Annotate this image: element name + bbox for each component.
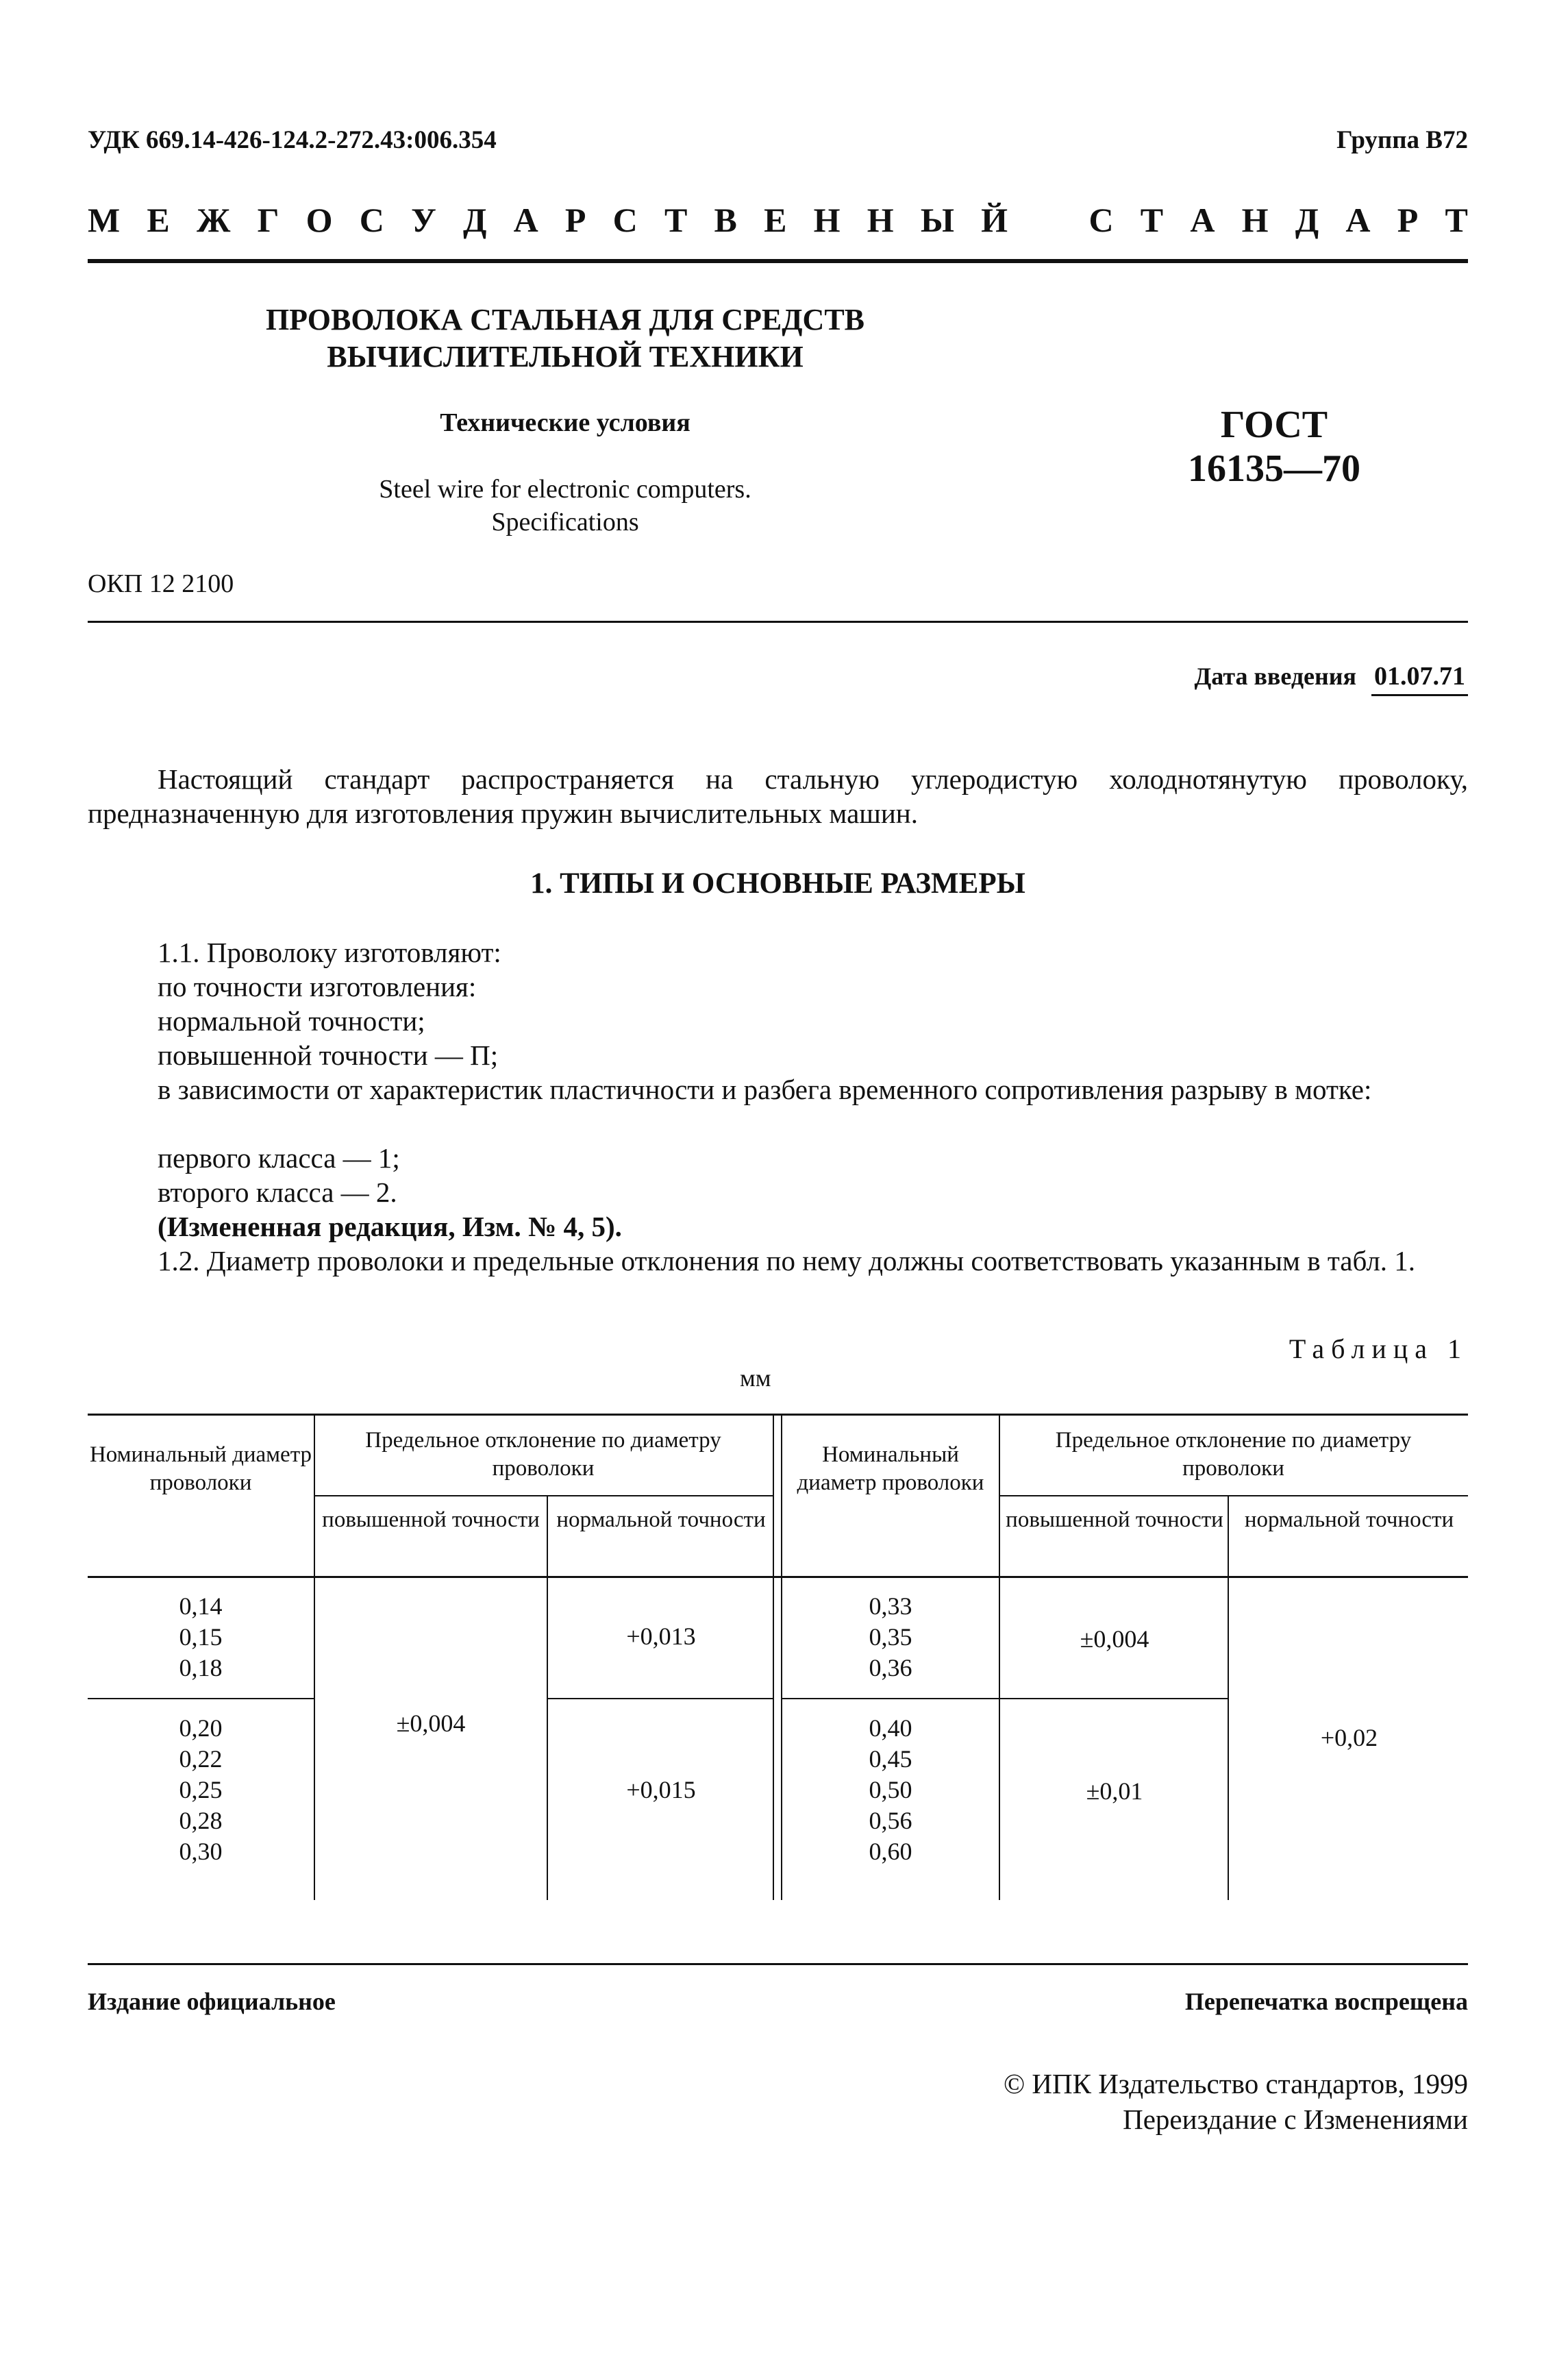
table-column-rule bbox=[1228, 1495, 1229, 1900]
udk-code: УДК 669.14-426-124.2-272.43:006.354 bbox=[88, 126, 497, 154]
table-column-rule bbox=[547, 1495, 548, 1900]
gost-number: ГОСТ 16135—70 bbox=[1188, 404, 1360, 490]
banner-letter: А bbox=[513, 201, 538, 239]
header-deviation: Предельное отклонение по диаметру проволоки bbox=[1055, 1428, 1412, 1481]
diameter-cell: 0,40 0,45 0,50 0,56 0,60 bbox=[869, 1714, 912, 1865]
clause-line: в зависимости от характеристик пластичности и разбега временного сопротивления разрыву в мотке: bbox=[158, 1074, 1372, 1105]
reprint-prohibited-label: Перепечатка воспрещена bbox=[1184, 1988, 1468, 2015]
banner-letter: Н bbox=[813, 201, 841, 239]
banner-letter: С bbox=[359, 201, 384, 239]
banner-letter: Г bbox=[257, 201, 279, 239]
table-group-rule bbox=[782, 1698, 1228, 1699]
diameter-cell: 0,33 0,35 0,36 bbox=[869, 1592, 912, 1681]
table-subheader-rule bbox=[999, 1495, 1468, 1496]
banner-letter: А bbox=[1345, 201, 1371, 239]
deviation-cell: ±0,01 bbox=[1086, 1777, 1143, 1805]
official-edition-label: Издание официальное bbox=[88, 1988, 336, 2015]
header-high-accuracy: повышенной точности bbox=[322, 1507, 540, 1532]
banner-letter: Д bbox=[462, 201, 487, 239]
clause-line: нормальной точности; bbox=[158, 1005, 425, 1037]
header-normal-accuracy: нормальной точности bbox=[1244, 1507, 1454, 1532]
table-column-rule bbox=[773, 1414, 774, 1900]
table-group-rule bbox=[88, 1698, 314, 1699]
interstate-standard-banner bbox=[88, 200, 1468, 240]
diameter-cell: 0,20 0,22 0,25 0,28 0,30 bbox=[179, 1714, 223, 1865]
banner-letter: Е bbox=[147, 201, 170, 239]
banner-letter: Т bbox=[1140, 201, 1164, 239]
group-code: Группа В72 bbox=[1336, 126, 1468, 154]
clause-line: по точности изготовления: bbox=[158, 971, 477, 1002]
banner-letter: Т bbox=[664, 201, 688, 239]
introduction-date-label: Дата введения bbox=[1194, 663, 1356, 690]
banner-letter: Ы bbox=[920, 201, 954, 239]
banner-letter: Д bbox=[1295, 201, 1319, 239]
clause-line: второго класса — 2. bbox=[158, 1176, 397, 1208]
header-deviation: Предельное отклонение по диаметру проволоки bbox=[365, 1428, 721, 1481]
header-normal-accuracy: нормальной точности bbox=[556, 1507, 766, 1532]
banner-letter: Й bbox=[981, 201, 1008, 239]
deviation-cell: +0,013 bbox=[626, 1623, 696, 1650]
banner-letter: Ж bbox=[196, 201, 231, 239]
footer-rule bbox=[88, 1963, 1468, 1965]
english-title: Steel wire for electronic computers. Specifications bbox=[379, 475, 751, 537]
banner-letter: Е bbox=[764, 201, 787, 239]
header-high-accuracy: повышенной точности bbox=[1006, 1507, 1223, 1532]
deviation-cell: ±0,004 bbox=[396, 1710, 466, 1737]
copyright-block bbox=[1004, 2066, 1468, 2137]
banner-letter: Н bbox=[867, 201, 894, 239]
table-column-rule bbox=[314, 1414, 315, 1900]
amendment-note: (Измененная редакция, Изм. № 4, 5). bbox=[158, 1211, 622, 1242]
header-nominal-diameter: Номинальный диаметр проволоки bbox=[797, 1442, 984, 1495]
header-rule bbox=[88, 259, 1468, 263]
banner-letter: С bbox=[1088, 201, 1114, 239]
banner-letter: М bbox=[88, 201, 121, 239]
banner-letter: Т bbox=[1445, 201, 1468, 239]
okp-code: ОКП 12 2100 bbox=[88, 569, 234, 598]
introduction-date bbox=[1195, 661, 1469, 696]
intro-paragraph: Настоящий стандарт распространяется на стальную углеродистую холоднотянутую проволоку, предназначенную для изготовления пружин вычислительных машин. bbox=[88, 763, 1468, 829]
banner-letter: Р bbox=[564, 201, 586, 239]
document-subtitle: Технические условия bbox=[440, 408, 690, 437]
banner-letter: Р bbox=[1397, 201, 1419, 239]
banner-letter: О bbox=[306, 201, 333, 239]
reissue-line: Переиздание с Изменениями bbox=[1123, 2104, 1468, 2135]
document-title: ПРОВОЛОКА СТАЛЬНАЯ ДЛЯ СРЕДСТВ ВЫЧИСЛИТЕЛЬНОЙ ТЕХНИКИ bbox=[265, 303, 865, 373]
table-caption: Таблица 1 bbox=[1289, 1333, 1468, 1364]
banner-letter: В bbox=[714, 201, 737, 239]
deviation-cell: ±0,004 bbox=[1080, 1625, 1149, 1653]
table-column-rule bbox=[999, 1414, 1000, 1900]
table-subheader-rule bbox=[314, 1495, 773, 1496]
banner-letter: С bbox=[612, 201, 638, 239]
section-1-heading: 1. ТИПЫ И ОСНОВНЫЕ РАЗМЕРЫ bbox=[530, 867, 1025, 900]
diameter-cell: 0,14 0,15 0,18 bbox=[179, 1592, 223, 1681]
clause-line: повышенной точности — П; bbox=[158, 1039, 499, 1071]
table-unit: мм bbox=[740, 1364, 771, 1392]
table-top-rule bbox=[88, 1414, 1468, 1416]
clause-line: первого класса — 1; bbox=[158, 1142, 400, 1174]
introduction-date-value: 01.07.71 bbox=[1371, 661, 1468, 696]
clause-1-2: 1.2. Диаметр проволоки и предельные отклонения по нему должны соответствовать указанным в табл. 1. bbox=[158, 1245, 1416, 1277]
deviation-cell: +0,015 bbox=[626, 1776, 696, 1803]
deviation-cell: +0,02 bbox=[1320, 1724, 1378, 1751]
banner-letter: А bbox=[1190, 201, 1215, 239]
banner-letter: У bbox=[411, 201, 436, 239]
clause-1-1: 1.1. Проволоку изготовляют: bbox=[158, 937, 501, 968]
header-nominal-diameter: Номинальный диаметр проволоки bbox=[89, 1442, 312, 1495]
banner-letter: Н bbox=[1241, 201, 1269, 239]
title-rule bbox=[88, 621, 1468, 623]
banner-letter bbox=[1034, 200, 1062, 240]
table-header-rule bbox=[88, 1576, 1468, 1578]
copyright-line: © ИПК Издательство стандартов, 1999 bbox=[1003, 2068, 1468, 2099]
table-group-rule bbox=[547, 1698, 773, 1699]
